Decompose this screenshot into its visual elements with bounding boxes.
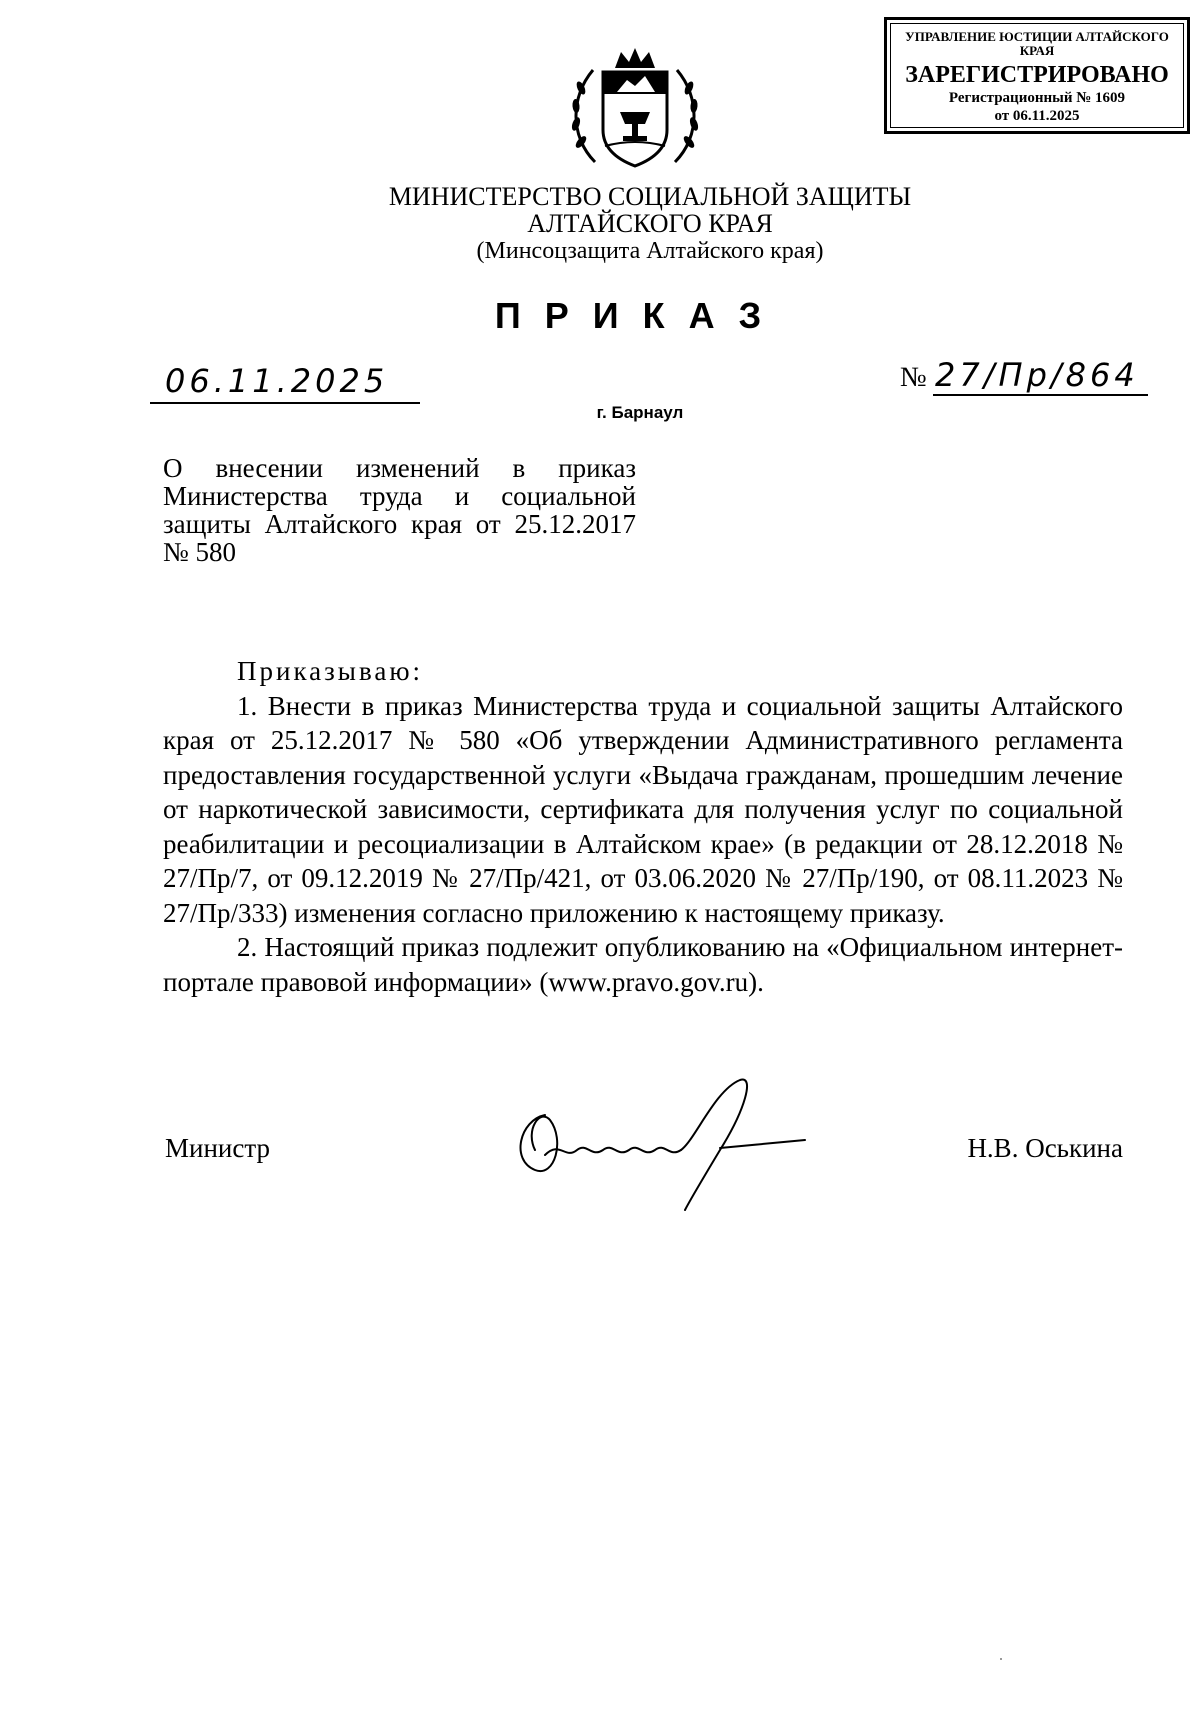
document-type-title: ПРИКАЗ xyxy=(494,295,786,336)
altai-krai-coat-of-arms-icon xyxy=(565,42,705,182)
order-number-handwritten: 27/Пр/864 xyxy=(935,356,1139,394)
signatory-name: Н.В. Оськина xyxy=(967,1133,1123,1163)
order-body xyxy=(163,654,1123,999)
order-date-handwritten: 06.11.2025 xyxy=(165,362,389,400)
registration-stamp xyxy=(884,17,1190,134)
ministry-name-line1: МИНИСТЕРСТВО СОЦИАЛЬНОЙ ЗАЩИТЫ xyxy=(388,182,912,211)
ministry-name-line2: АЛТАЙСКОГО КРАЯ xyxy=(527,209,773,238)
handwritten-signature xyxy=(505,1070,825,1220)
order-subject: О внесении изменений в приказ Министерства труда и социальной защиты Алтайского края от 25.12.2017 № 580 xyxy=(163,453,636,567)
date-underline xyxy=(150,402,420,404)
stamp-registration-date: от 06.11.2025 xyxy=(994,108,1080,124)
stamp-frame xyxy=(890,23,1184,128)
signatory-title: Министр xyxy=(165,1133,270,1163)
city: г. Барнаул xyxy=(596,403,684,422)
stamp-registration-number: Регистрационный № 1609 xyxy=(948,90,1126,106)
number-underline xyxy=(933,394,1148,396)
order-preamble: Приказываю: xyxy=(237,656,423,686)
order-paragraph-1: 1. Внести в приказ Министерства труда и социальной защиты Алтайского края от 25.12.2017 № 580 «Об утверждении Административного регламента предоставления государственной услуги «Выдача гражданам, прошедшим лечение от наркотической зависимости, сертификата для получения услуг по социальной реабилитации и ресоциализации в Алтайском крае» (в редакции от 28.12.2018 № 27/Пр/7, от 09.12.2019 № 27/Пр/421, от 03.06.2020 № 27/Пр/190, от 08.11.2023 № 27/Пр/333) изменения согласно приложению к настоящему приказу. xyxy=(163,690,1123,928)
ministry-short-name: (Минсоцзащита Алтайского края) xyxy=(476,238,824,264)
stamp-status: ЗАРЕГИСТРИРОВАНО xyxy=(905,62,1169,88)
scan-speck xyxy=(1000,1658,1002,1660)
stamp-organization: УПРАВЛЕНИЕ ЮСТИЦИИ АЛТАЙСКОГО КРАЯ xyxy=(905,29,1169,58)
order-number-prefix: № xyxy=(900,362,927,393)
order-paragraph-2: 2. Настоящий приказ подлежит опубликованию на «Официальном интернет-портале правовой информации» (www.pravo.gov.ru). xyxy=(163,932,1123,997)
